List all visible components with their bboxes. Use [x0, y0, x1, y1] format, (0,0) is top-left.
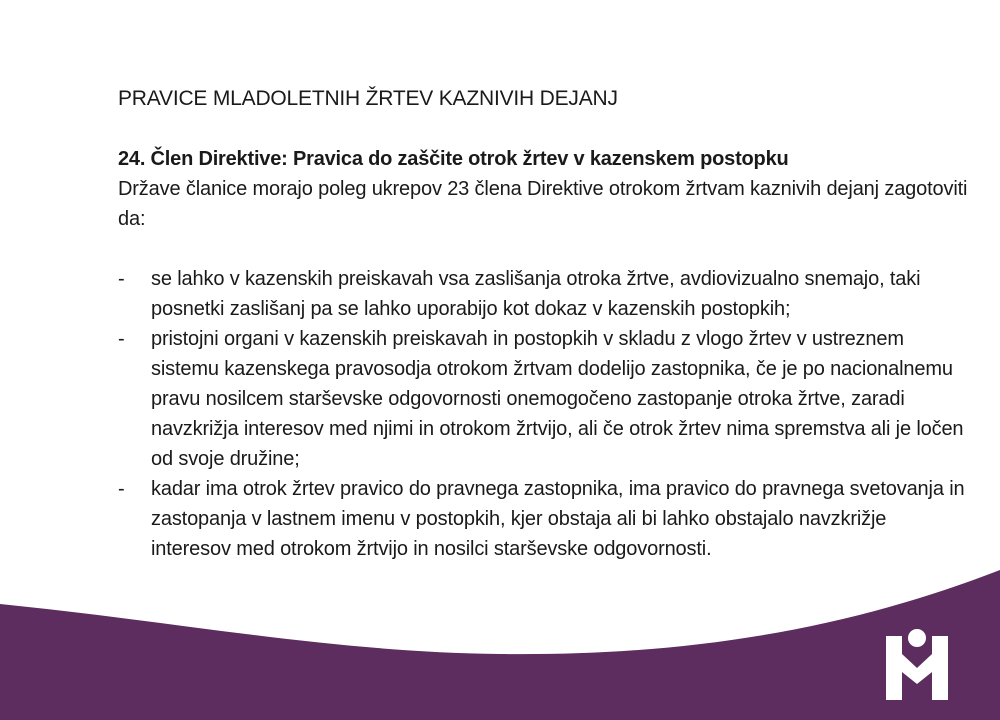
list-item-text: kadar ima otrok žrtev pravico do pravnega zastopnika, ima pravico do pravnega svetovanja in zastopanja v lastnem imenu v postopkih, kjer obstaja ali bi lahko obstajalo navzkrižje interesov med otrokom žrtvijo in nosilci starševske odgovornosti.: [151, 478, 965, 560]
slide-content: [118, 84, 968, 564]
slide-title: PRAVICE MLADOLETNIH ŽRTEV KAZNIVIH DEJANJ: [118, 87, 618, 110]
intro-paragraph: Države članice morajo poleg ukrepov 23 člena Direktive otrokom žrtvam kaznivih dejanj zagotoviti da:: [118, 178, 968, 230]
bullet-list: [118, 264, 968, 564]
list-item: [118, 324, 968, 474]
bullet-marker: -: [118, 328, 125, 350]
person-figure-logo-icon: [886, 628, 948, 700]
article-heading: 24. Člen Direktive: Pravica do zaščite otrok žrtev v kazenskem postopku: [118, 148, 789, 170]
list-item: [118, 474, 968, 564]
list-item-text: pristojni organi v kazenskih preiskavah in postopkih v skladu z vlogo žrtev v ustreznem sistemu kazenskega pravosodja otrokom žrtvam dodelijo zastopnika, če je po nacionalnemu pravu nosilcem starševske odgovornosti onemogočeno zastopanje otroka žrtve, zaradi navzkrižja interesov med njimi in otrokom žrtvijo, ali če otrok žrtev nima spremstva ali je ločen od svoje družine;: [151, 328, 964, 470]
bullet-marker: -: [118, 268, 125, 290]
list-item-text: se lahko v kazenskih preiskavah vsa zaslišanja otroka žrtve, avdiovizualno snemajo, taki posnetki zaslišanj pa se lahko uporabijo kot dokaz v kazenskih postopkih;: [151, 268, 921, 320]
bullet-marker: -: [118, 478, 125, 500]
list-item: [118, 264, 968, 324]
